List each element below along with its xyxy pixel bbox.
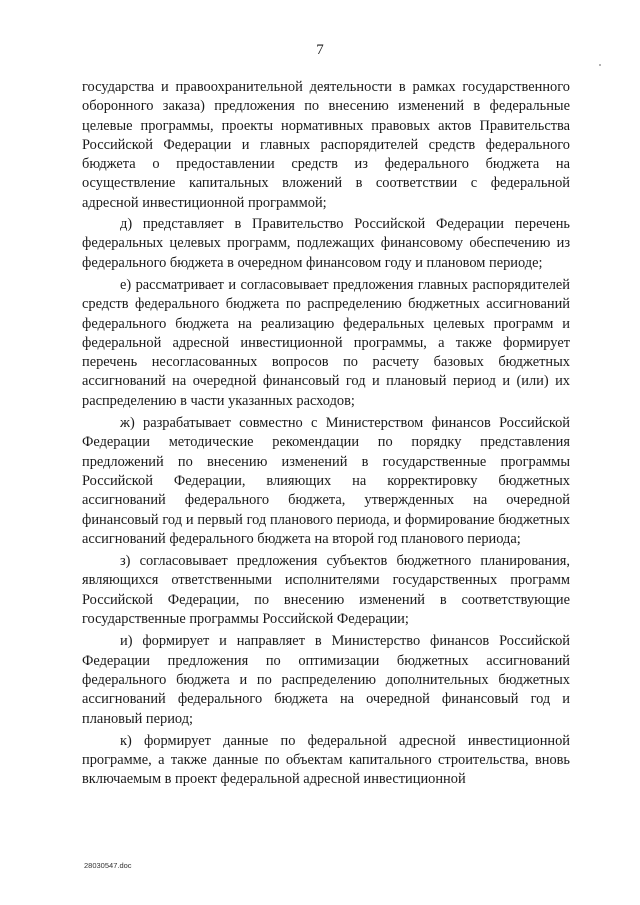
paragraph-continuation: государства и правоохранительной деятельности в рамках государственного оборонного заказа) предложения по внесению изменений в федеральные целевые программы, проекты нормативных правовых актов Правительства Российской Федерации и главных распорядителей средств федерального бюджета о предоставлении средств из федерального бюджета на осуществление капитальных вложений в соответствии с федеральной адресной инвестиционной программой; — [82, 79, 570, 211]
paragraph-item-z: з) согласовывает предложения субъектов бюджетного планирования, являющихся ответственными исполнителями государственных программ Российской Федерации, по внесению изменений в соответствующие государственные программы Российской Федерации; — [82, 553, 570, 628]
paragraph-item-d: д) представляет в Правительство Российской Федерации перечень федеральных целевых программ, подлежащих финансовому обеспечению из федерального бюджета в очередном финансовом году и плановом периоде; — [82, 216, 570, 271]
paragraph-item-zh: ж) разрабатывает совместно с Министерством финансов Российской Федерации методические рекомендации по порядку представления предложений по внесению изменений в государственные программы Российской Федерации, влияющих на корректировку бюджетных ассигнований федерального бюджета, утвержденных на очередной финансовый год и первый год планового периода, и формирование бюджетных ассигнований федерального бюджета на второй год планового периода; — [82, 415, 570, 547]
paragraph-item-k: к) формирует данные по федеральной адресной инвестиционной программе, а также данные по объектам капитального строительства, вновь включаемым в проект федеральной адресной инвестиционной — [82, 732, 570, 788]
document-footer-code: 28030547.doc — [84, 861, 132, 870]
document-body — [82, 78, 570, 790]
paragraph-item-i: и) формирует и направляет в Министерство финансов Российской Федерации предложения по оптимизации бюджетных ассигнований федерального бюджета и по распределению дополнительных бюджетных ассигнований федерального бюджета на очередной финансовый год и плановый период; — [82, 633, 570, 727]
scan-speck — [599, 64, 601, 66]
paragraph-item-e: е) рассматривает и согласовывает предложения главных распорядителей средств федерального бюджета по распределению бюджетных ассигнований федерального бюджета на реализацию федеральных целевых программ и федеральной адресной инвестиционной программы, а также формирует перечень несогласованных вопросов по расчету базовых бюджетных ассигнований на очередной финансовый год и плановый период и (или) их распределению в части указанных расходов; — [82, 276, 570, 409]
page-number: 7 — [316, 42, 324, 58]
